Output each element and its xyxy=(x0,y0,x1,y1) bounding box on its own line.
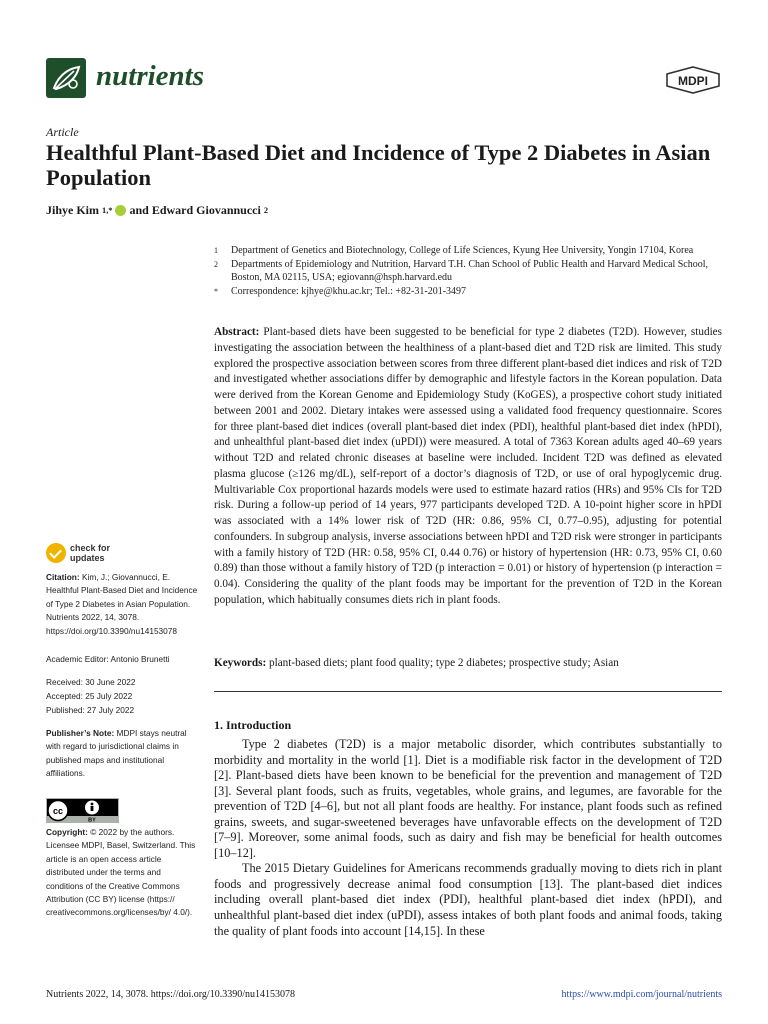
academic-editor: Academic Editor: Antonio Brunetti xyxy=(46,654,170,664)
citation-label: Citation: xyxy=(46,572,80,582)
check-label: check for xyxy=(70,543,111,553)
accepted-date: Accepted: 25 July 2022 xyxy=(46,691,133,701)
publisher-note-text: MDPI stays neutral with regard to jurisdictional claims in published maps and institutional affiliations. xyxy=(46,728,187,779)
divider xyxy=(214,691,722,692)
affiliation-item xyxy=(214,285,724,299)
keywords-text: plant-based diets; plant food quality; type 2 diabetes; prospective study; Asian xyxy=(269,657,619,669)
mdpi-logo-text: MDPI xyxy=(678,74,708,88)
affiliation-text: Department of Genetics and Biotechnology, College of Life Sciences, Kyung Hee University, Yongin 17104, Korea xyxy=(231,245,694,256)
abstract-text: Plant-based diets have been suggested to be beneficial for type 2 diabetes (T2D). However, studies investigating the association between the healthiness of a plant-based diet and T2D risk are limited. This study explored the prospective association between scores from three different plant-based diet indices and risk of T2D and investigated whether associations differ by demographic and lifestyle factors in the Korean population. Data were derived from the Korean Genome and Epidemiology Study (KoGES), a prospective cohort study initiated between 2001 and 2002. Dietary intakes were assessed using a validated food frequency questionnaire. Scores for three plant-based diet indices (overall plant-based diet index (PDI), healthful plant-based diet index (hPDI), and unhealthful plant-based diet index (uPDI)) were measured. A total of 7363 Korean adults aged 40–69 years without T2D and related chronic diseases at baseline were included. Incident T2D was defined as elevated plasma glucose (≥126 mg/dL), self-report of a doctor’s diagnosis of T2D, or use of oral hypoglycemic drug. Multivariable Cox proportional hazards models were used to estimate hazard ratios (HRs) and 95% CIs for T2D risk. During a follow-up period of 14 years, 977 participants developed T2D. A 10-point higher score in hPDI was associated with a 14% lower risk of T2D (HR: 0.86, 95% CI, 0.77–0.95), adjusting for potential confounders. In subgroup analysis, inverse associations between hPDI and T2D risk were stronger in participants with a family history of T2D (HR: 0.58, 95% CI, 0.44 0.76) or history of hypertension (HR: 0.73, 95% CI, 0.60 0.89) than those without a family history of T2D (p interaction = 0.01) or history of hypertension (p interaction = 0.04). Considering the quality of the plant foods may be important for the prevention of T2D in the Korean population, which habitually consumes diets rich in plant foods. xyxy=(214,326,722,606)
copyright-notice xyxy=(46,826,198,920)
check-label: updates xyxy=(70,553,105,563)
check-for-updates-button[interactable] xyxy=(46,543,110,563)
orcid-icon[interactable] xyxy=(115,205,126,216)
journal-logo-icon xyxy=(46,58,86,98)
journal-name: nutrients xyxy=(96,60,204,92)
received-date: Received: 30 June 2022 xyxy=(46,677,136,687)
correspondence-text: Correspondence: kjhye@khu.ac.kr; Tel.: +82-31-201-3497 xyxy=(231,285,467,297)
abstract-label: Abstract: xyxy=(214,326,260,338)
footer-journal-link[interactable]: https://www.mdpi.com/journal/nutrients xyxy=(561,989,722,1000)
article-title: Healthful Plant-Based Diet and Incidence of Type 2 Diabetes in Asian Population xyxy=(46,140,711,190)
section-heading: 1. Introduction xyxy=(214,718,292,732)
author-list: Jihye Kim 1,* and Edward Giovannucci 2 xyxy=(46,203,269,217)
affiliation-number: 1 xyxy=(214,246,218,255)
copyright-label: Copyright: xyxy=(46,827,88,837)
author-name: Jihye Kim xyxy=(46,203,99,217)
citation-text: Kim, J.; Giovannucci, E. Healthful Plant-Based Diet and Incidence of Type 2 Diabetes in Asian Population. Nutrients 2022, 14, 3078. https://doi.org/10.3390/nu14153078 xyxy=(46,572,198,636)
affiliation-item xyxy=(214,258,724,285)
article-type: Article xyxy=(46,125,79,139)
cc-by-license-icon[interactable] xyxy=(46,798,119,823)
affiliation-text: Departments of Epidemiology and Nutrition, Harvard T.H. Chan School of Public Health and Harvard Medical School, Boston, MA 02115, USA; egiovann@hsph.harvard.edu xyxy=(231,258,709,284)
mdpi-logo-icon xyxy=(664,66,722,94)
copyright-text: © 2022 by the authors. Licensee MDPI, Basel, Switzerland. This article is an open access article distributed under the terms and conditions of the Creative Commons Attribution (CC BY) license (https:// creativecommons.org/licenses/by/ 4.0/). xyxy=(46,827,196,918)
affiliations xyxy=(214,244,724,298)
paragraph: Type 2 diabetes (T2D) is a major metabolic disorder, which contributes substantially to morbidity and mortality in the world [1]. Diet is a modifiable risk factor in the development of T2D [2]. Plant-based diets have been known to be beneficial for the prevention and management of T2D [3]. Several plant foods, such as fruits, vegetables, whole grains, and legumes, are favorable for the prevention of T2D [4–6], but not all plant foods are healthy. For instance, plant foods such as refined grains, sweets, and sugar-sweetened beverages have unfavorable effects on the development of T2D [7–9]. Moreover, some animal foods, such as dairy and fish may be beneficial for health outcomes [10–12]. xyxy=(214,737,722,860)
affiliation-number: * xyxy=(214,286,218,296)
publisher-note xyxy=(46,727,198,781)
published-date: Published: 27 July 2022 xyxy=(46,705,135,715)
svg-text:cc: cc xyxy=(52,806,64,816)
publisher-note-label: Publisher’s Note: xyxy=(46,728,115,738)
intro-body xyxy=(214,737,722,939)
paragraph: The 2015 Dietary Guidelines for Americans recommends gradually moving to diets rich in plant foods and progressively decrease animal food consumption [13]. The plant-based diet indices including overall plant-based diet index (PDI), healthful plant-based diet index (hPDI), and unhealthful plant-based diet index (uPDI), assess intakes of both plant foods and animal foods, taking the quality of plant foods into account [14,15]. In these xyxy=(214,861,722,938)
author-name: and Edward Giovannucci xyxy=(129,203,261,217)
footer-citation: Nutrients 2022, 14, 3078. https://doi.org/10.3390/nu14153078 xyxy=(46,989,295,1000)
affiliation-item xyxy=(214,244,724,258)
check-icon xyxy=(46,543,66,563)
abstract xyxy=(214,325,722,609)
keywords xyxy=(214,657,722,669)
citation-block xyxy=(46,571,198,638)
keywords-label: Keywords: xyxy=(214,657,267,669)
cc-label: BY xyxy=(88,817,96,823)
affiliation-number: 2 xyxy=(214,259,218,269)
